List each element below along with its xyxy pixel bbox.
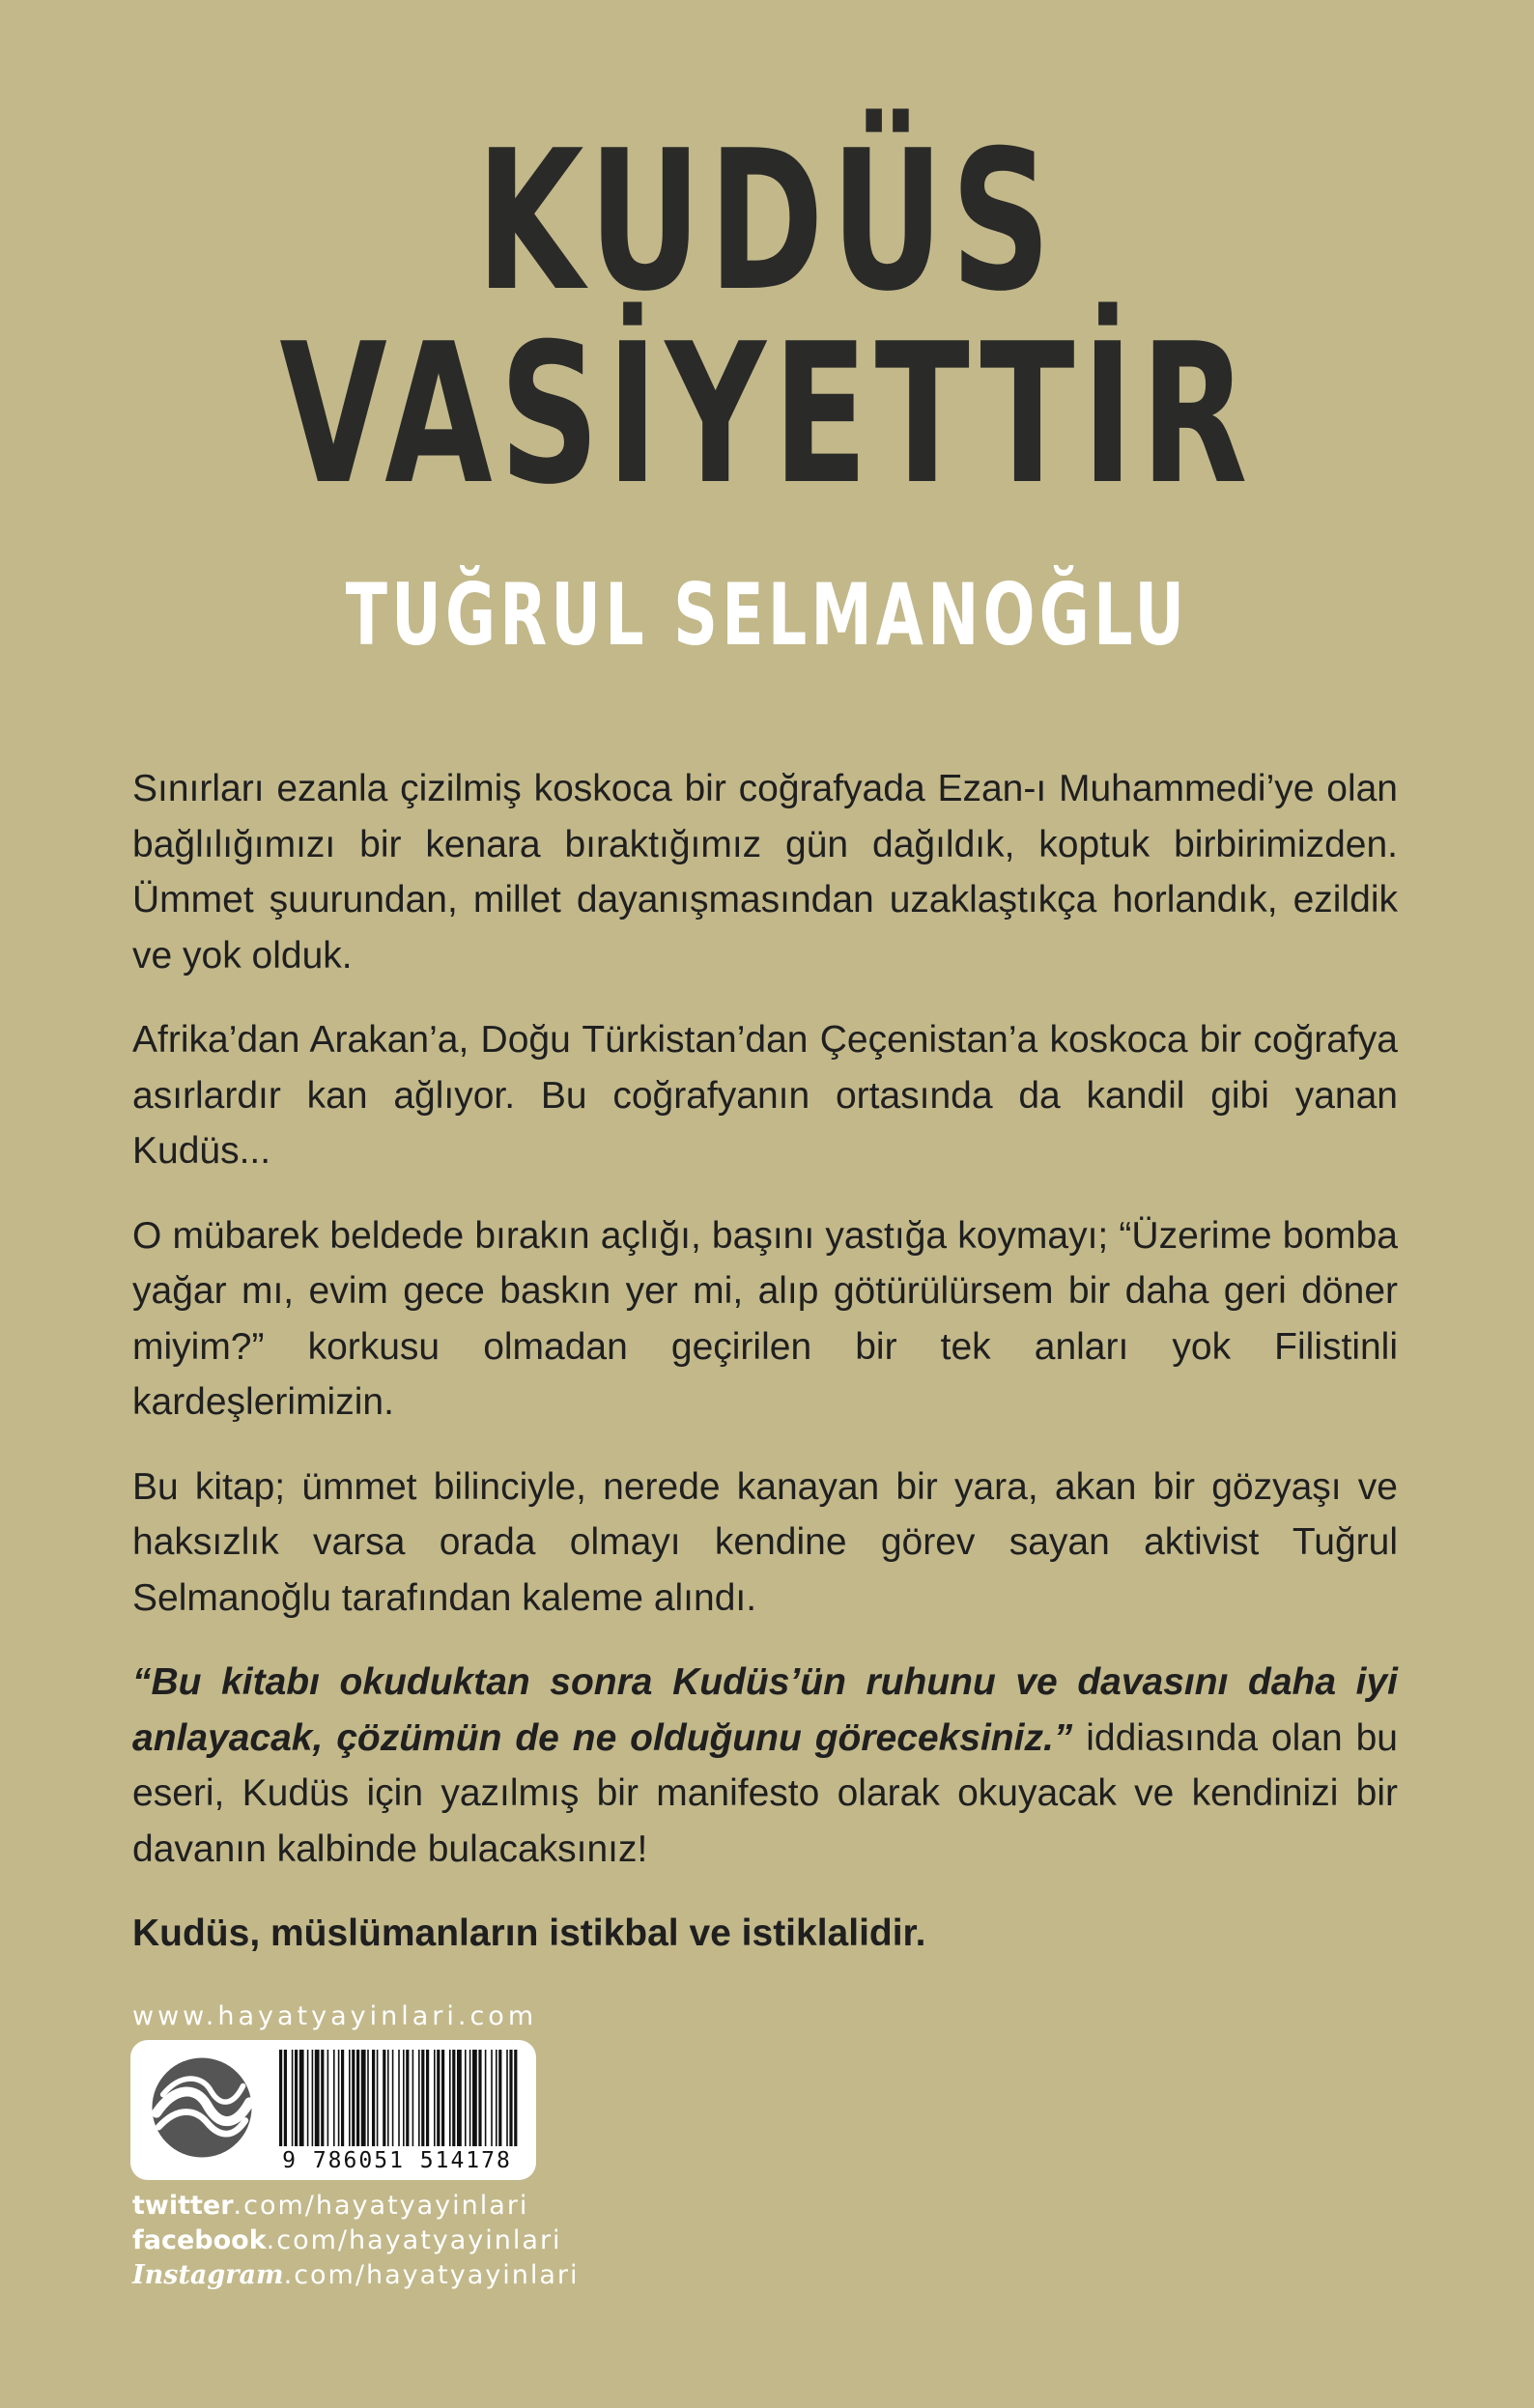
publisher-logo-icon	[148, 2054, 256, 2162]
barcode-bar	[279, 2050, 282, 2146]
title-line-2: VASİYETTİR	[279, 302, 1255, 527]
instagram-path: .com/hayatyayinlari	[283, 2260, 580, 2290]
barcode-bar	[327, 2050, 329, 2146]
barcode-bar	[377, 2050, 379, 2146]
twitter-path: .com/hayatyayinlari	[233, 2191, 529, 2221]
barcode-bar	[392, 2050, 394, 2146]
barcode-bar	[491, 2050, 493, 2146]
barcode-bar	[307, 2050, 309, 2146]
paragraph-6-tagline: Kudüs, müslümanların istikbal ve istiklalidir.	[132, 1912, 926, 1954]
facebook-path: .com/hayatyayinlari	[266, 2225, 562, 2255]
paragraph-1: Sınırları ezanla çizilmiş koskoca bir coğrafyada Ezan-ı Muhammedi’ye olan bağlılığımızı bir kenara bıraktığımız gün dağıldık, koptuk birbirimizden. Ümmet şuurundan, millet dayanışmasından uzaklaştıkça horlandık, ezildik ve yok olduk.	[132, 768, 1398, 977]
barcode-bar	[292, 2050, 294, 2146]
paragraph-2: Afrika’dan Arakan’a, Doğu Türkistan’dan Çeçenistan’a koskoca bir coğrafya asırlardır kan ağlıyor. Bu coğrafyanın ortasında da kandil gibi yanan Kudüs...	[132, 1019, 1398, 1172]
barcode-bar	[352, 2050, 355, 2146]
barcode-bar	[498, 2050, 501, 2146]
barcode-bar	[506, 2050, 508, 2146]
back-cover-text	[132, 761, 1398, 1991]
barcode-bar	[437, 2050, 440, 2146]
barcode-bar	[478, 2050, 481, 2146]
barcode-bar	[485, 2050, 487, 2146]
book-title	[0, 109, 1534, 527]
barcode-bar	[315, 2050, 320, 2146]
publisher-website: www.hayatyayinlari.com	[132, 2001, 538, 2031]
twitter-link[interactable]	[132, 2189, 580, 2224]
barcode-bar	[312, 2050, 314, 2146]
barcode-bar	[403, 2050, 405, 2146]
title-line-1: KUDÜS	[475, 109, 1059, 334]
barcode-bar	[321, 2050, 324, 2146]
barcode-bar	[341, 2050, 344, 2146]
barcode-bar	[295, 2050, 298, 2146]
barcode-bar	[421, 2050, 424, 2146]
quote-text: “Bu kitabı okuduktan sonra Kudüs’ün ruhunu ve davasını daha iyi anlayacak, çözümün de ne olduğunu göreceksiniz.”	[132, 1661, 1398, 1759]
barcode-bar	[367, 2050, 369, 2146]
barcode-bar	[452, 2050, 455, 2146]
twitter-brand: twitter	[132, 2191, 234, 2221]
instagram-link[interactable]	[132, 2258, 580, 2293]
barcode-bar	[441, 2050, 444, 2146]
barcode-bar	[509, 2050, 512, 2146]
barcode-bar	[398, 2050, 400, 2146]
barcode-bar	[361, 2050, 366, 2146]
barcode-bar	[434, 2050, 436, 2146]
barcode-bar	[412, 2050, 414, 2146]
social-links	[132, 2189, 580, 2293]
barcode-bar	[383, 2050, 385, 2146]
barcode-bar	[496, 2050, 497, 2146]
paragraph-5-rest: iddiasında olan bu eseri, Kudüs için yazılmış bir manifesto olarak okuyacak ve kendinizi bir davanın kalbinde bulacaksınız!	[132, 1716, 1398, 1870]
barcode-bar	[449, 2050, 451, 2146]
barcode-bar	[514, 2050, 517, 2146]
barcode-bar	[349, 2050, 351, 2146]
barcode-bar	[406, 2050, 409, 2146]
barcode-bar	[338, 2050, 340, 2146]
barcode-bar	[426, 2050, 429, 2146]
facebook-brand: facebook	[132, 2225, 267, 2255]
barcode-bar	[372, 2050, 375, 2146]
barcode-bar	[356, 2050, 359, 2146]
facebook-link[interactable]	[132, 2224, 580, 2258]
isbn-number: 9 786051 514178	[282, 2148, 512, 2173]
barcode-bar	[299, 2050, 304, 2146]
barcode-bar	[387, 2050, 389, 2146]
barcode-panel	[130, 2040, 536, 2180]
paragraph-3: O mübarek beldede bırakın açlığı, başını yastığa koymayı; “Üzerime bomba yağar mı, evim gece baskın yer mi, alıp götürülürsem bir daha geri döner miyim?” korkusu olmadan geçirilen bir tek anları yok Filistinli kardeşlerimizin.	[132, 1214, 1398, 1423]
barcode-bar	[457, 2050, 462, 2146]
barcode-bar	[472, 2050, 477, 2146]
instagram-brand: Instagram	[132, 2260, 284, 2290]
barcode-bar	[284, 2050, 287, 2146]
isbn-barcode	[275, 2050, 519, 2146]
paragraph-4: Bu kitap; ümmet bilinciyle, nerede kanayan bir yara, akan bir gözyaşı ve haksızlık varsa orada olmayı kendine görev sayan aktivist Tuğrul Selmanoğlu tarafından kaleme alındı.	[132, 1465, 1398, 1619]
paragraph-5	[132, 1655, 1398, 1877]
barcode-bar	[469, 2050, 471, 2146]
barcode-bar	[418, 2050, 420, 2146]
barcode-bar	[465, 2050, 467, 2146]
author-name: TUĞRUL SELMANOĞLU	[345, 565, 1189, 665]
barcode-bar	[333, 2050, 335, 2146]
